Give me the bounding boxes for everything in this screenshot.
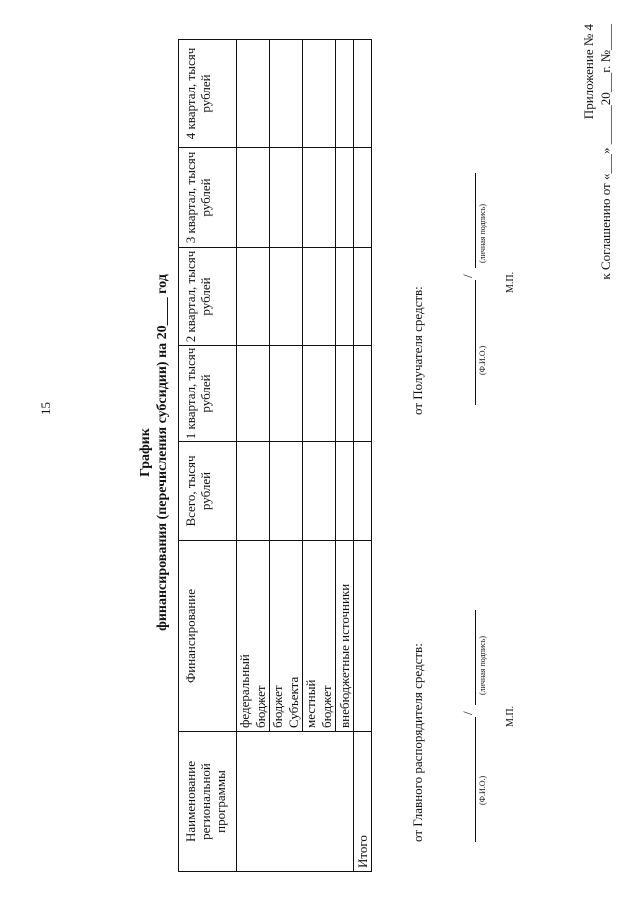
fio-line: [475, 280, 476, 405]
fio-caption: (Ф.И.О.): [478, 775, 487, 805]
table-total-row: [354, 40, 372, 872]
table-header-row: [179, 40, 237, 872]
header-q2: 2 квартал, тысяч рублей: [179, 248, 237, 346]
funding-label: Субъекта: [286, 676, 301, 728]
stamp-mark: М.П.: [505, 705, 516, 727]
stamp-mark: М.П.: [505, 271, 516, 293]
data-cell: [303, 248, 336, 346]
data-cell: [336, 248, 354, 346]
data-cell: [270, 442, 303, 541]
funding-label: бюджет: [253, 685, 268, 728]
data-cell: [237, 40, 270, 148]
funding-local-cell: [303, 541, 336, 732]
funding-label: федеральный: [237, 654, 252, 728]
data-cell: [354, 442, 372, 541]
data-cell: [354, 40, 372, 148]
header-financing: Финансирование: [179, 541, 237, 732]
signature-line: [475, 610, 476, 705]
funding-federal-cell: [237, 541, 270, 732]
slash-separator: /: [460, 711, 475, 715]
page-number: 15: [38, 402, 53, 415]
header-q1: 1 квартал, тысяч рублей: [179, 346, 237, 442]
slash-separator: /: [460, 274, 475, 278]
data-cell: [303, 346, 336, 442]
header-total: Всего, тысяч рублей: [179, 442, 237, 541]
fio-line: [475, 717, 476, 842]
data-cell: [303, 442, 336, 541]
data-cell: [303, 40, 336, 148]
data-cell: [270, 148, 303, 248]
data-cell: [270, 346, 303, 442]
total-label: Итого: [354, 732, 372, 872]
recipient-signature-label: от Получателя средств:: [410, 286, 425, 415]
data-cell: [237, 442, 270, 541]
header-q4: 4 квартал, тысяч рублей: [179, 40, 237, 148]
appendix-number: Приложение № 4: [581, 24, 596, 120]
data-cell: [354, 148, 372, 248]
data-cell: [354, 248, 372, 346]
document-title: График: [138, 428, 153, 477]
signature-caption: (личная подпись): [478, 203, 487, 263]
document-subtitle: финансирования (перечисления субсидии) на 20____ год: [155, 274, 170, 631]
financing-table: [178, 39, 372, 872]
data-cell: [237, 148, 270, 248]
appendix-agreement-line: к Соглашению от «___» ______20___г. №____: [598, 24, 613, 280]
program-name-cell: [237, 732, 354, 872]
header-program-name: Наименование региональной программы: [179, 732, 237, 872]
data-cell: [354, 346, 372, 442]
data-cell: [270, 40, 303, 148]
funding-extrabudget-cell: внебюджетные источники: [336, 541, 354, 732]
data-cell: [354, 541, 372, 732]
data-cell: [237, 346, 270, 442]
funding-label: бюджет: [270, 685, 285, 728]
data-cell: [237, 248, 270, 346]
funding-subject-cell: [270, 541, 303, 732]
fio-caption: (Ф.И.О.): [478, 345, 487, 375]
signature-line: [475, 173, 476, 268]
data-cell: [336, 346, 354, 442]
grantor-signature-label: от Главного распорядителя средств:: [410, 643, 425, 842]
data-cell: [336, 148, 354, 248]
data-cell: [303, 148, 336, 248]
data-cell: [270, 248, 303, 346]
data-cell: [336, 442, 354, 541]
header-q3: 3 квартал, тысяч рублей: [179, 148, 237, 248]
funding-label: местный: [303, 679, 318, 728]
funding-label: бюджет: [319, 685, 334, 728]
data-cell: [336, 40, 354, 148]
signature-caption: (личная подпись): [478, 635, 487, 695]
